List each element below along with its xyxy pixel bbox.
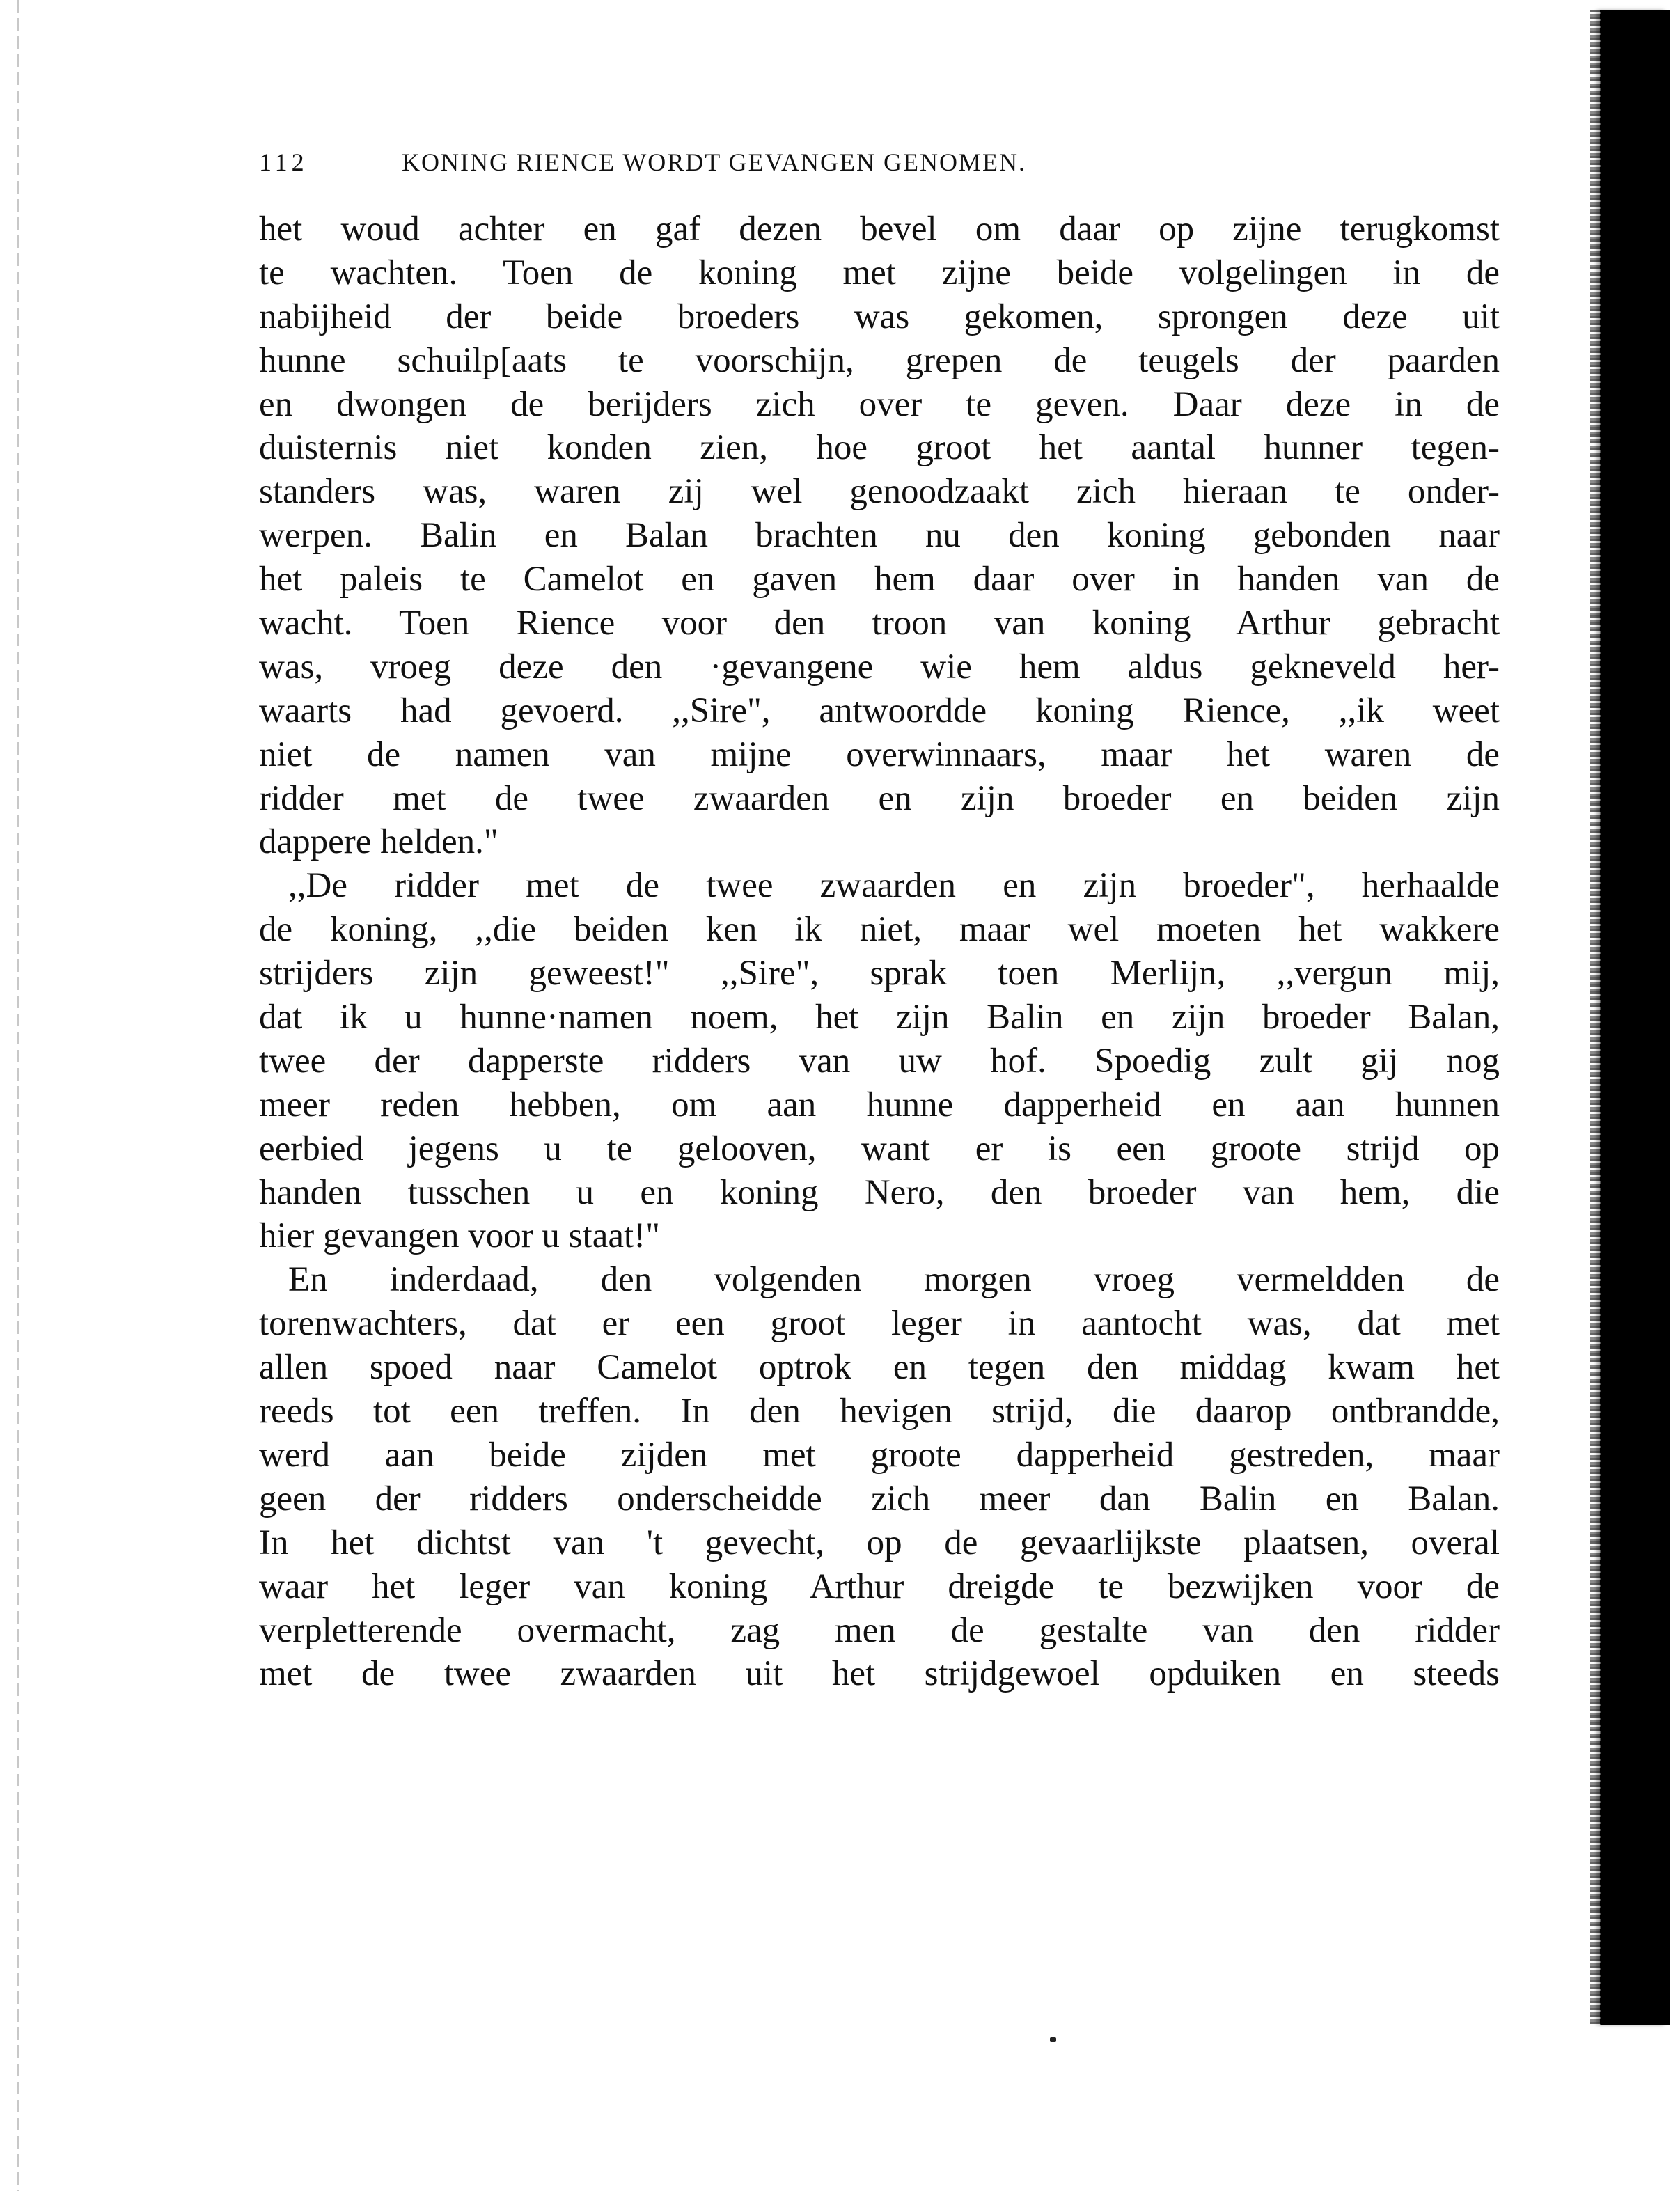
text-line: de koning, ,,die beiden ken ik niet, maar wel moeten het wakkere [259,910,1500,950]
text-line: met de twee zwaarden uit het strijdgewoel opduiken en steeds [259,1654,1500,1694]
scan-left-edge-line [17,0,19,2191]
page-number: 112 [259,148,308,176]
paragraph [259,864,1500,1258]
paragraph [259,1258,1500,1696]
text-line: En inderdaad, den volgenden morgen vroeg vermeldden de [288,1260,1500,1300]
text-line: allen spoed naar Camelot optrok en tegen den middag kwam het [259,1348,1500,1388]
text-line: strijders zijn geweest!" ,,Sire", sprak toen Merlijn, ,,vergun mij, [259,954,1500,994]
text-line: handen tusschen u en koning Nero, den broeder van hem, die [259,1172,1500,1212]
text-line: was, vroeg deze den ·gevangene wie hem aldus gekneveld her- [259,647,1500,686]
text-line: waar het leger van koning Arthur dreigde te bezwijken voor de [259,1566,1500,1606]
running-head [259,148,1512,177]
text-line: wacht. Toen Rience voor den troon van koning Arthur gebracht [259,604,1500,643]
text-line: ,,De ridder met de twee zwaarden en zijn broeder", herhaalde [288,866,1500,906]
text-line: niet de namen van mijne overwinnaars, maar het waren de [259,735,1500,774]
body-text [259,207,1500,1696]
text-line: geen der ridders onderscheidde zich meer dan Balin en Balan. [259,1479,1500,1518]
text-line: nabijheid der beide broeders was gekomen, sprongen deze uit [259,297,1500,336]
text-line: dat ik u hunne·namen noem, het zijn Balin en zijn broeder Balan, [259,998,1500,1037]
chapter-running-title: KONING RIENCE WORDT GEVANGEN GENOMEN. [402,148,1026,176]
text-line: eerbied jegens u te gelooven, want er is een groote strijd op [259,1129,1500,1168]
text-line: verpletterende overmacht, zag men de gestalte van den ridder [259,1610,1500,1650]
paragraph [259,207,1500,864]
text-line: hier gevangen voor u staat!" [259,1216,660,1256]
text-line: dappere helden." [259,822,498,862]
text-line: ridder met de twee zwaarden en zijn broeder en beiden zijn [259,778,1500,818]
text-line: te wachten. Toen de koning met zijne beide volgelingen in de [259,253,1500,292]
text-line: duisternis niet konden zien, hoe groot het aantal hunner tegen- [259,428,1500,468]
text-line: meer reden hebben, om aan hunne dapperheid en aan hunnen [259,1085,1500,1124]
text-line: waarts had gevoerd. ,,Sire", antwoordde koning Rience, ,,ik weet [259,691,1500,730]
scan-binding-shadow [1600,10,1670,2025]
scan-speck [1050,2037,1056,2042]
text-line: twee der dapperste ridders van uw hof. Spoedig zult gij nog [259,1041,1500,1081]
text-line: het woud achter en gaf dezen bevel om daar op zijne terugkomst [259,210,1500,249]
text-line: standers was, waren zij wel genoodzaakt zich hieraan te onder- [259,472,1500,512]
text-line: hunne schuilp[aats te voorschijn, grepen de teugels der paarden [259,340,1500,380]
text-line: In het dichtst van 't gevecht, op de gevaarlijkste plaatsen, overal [259,1523,1500,1562]
text-line: het paleis te Camelot en gaven hem daar over in handen van de [259,560,1500,599]
text-line: en dwongen de berijders zich over te geven. Daar deze in de [259,384,1500,424]
text-line: torenwachters, dat er een groot leger in aantocht was, dat met [259,1304,1500,1344]
text-line: werpen. Balin en Balan brachten nu den koning gebonden naar [259,516,1500,556]
text-line: reeds tot een treffen. In den hevigen strijd, die daarop ontbrandde, [259,1392,1500,1431]
text-line: werd aan beide zijden met groote dapperheid gestreden, maar [259,1435,1500,1475]
